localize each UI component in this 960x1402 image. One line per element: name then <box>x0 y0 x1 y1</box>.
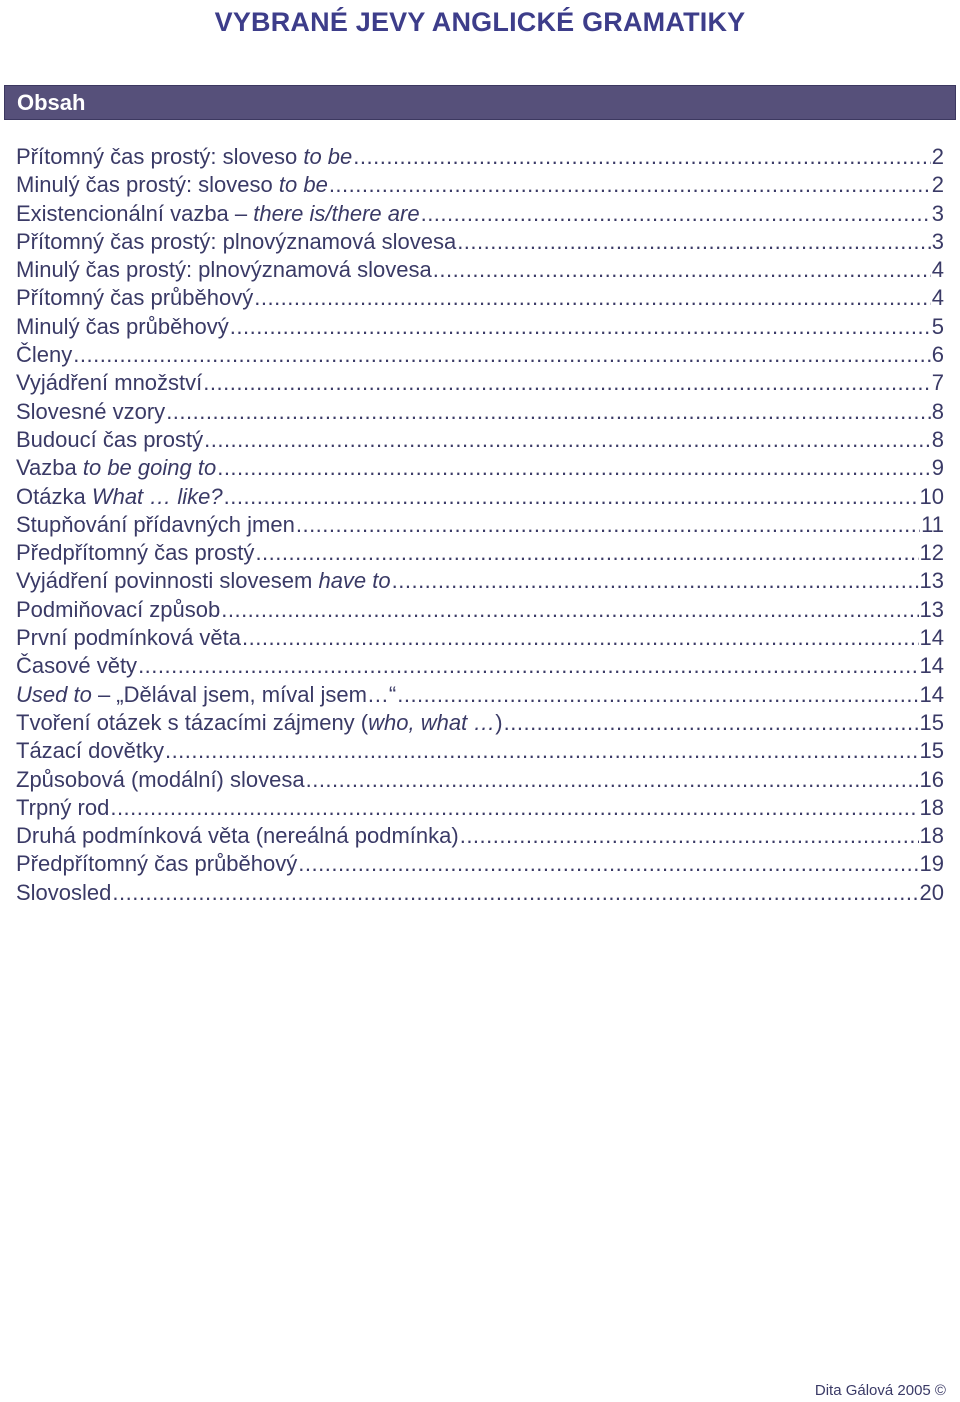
toc-entry[interactable] <box>16 879 944 907</box>
toc-entry[interactable] <box>16 709 944 737</box>
toc-page-number: 14 <box>919 681 944 707</box>
toc-entry-title-text: Přítomný čas prostý: plnovýznamová slovesa <box>16 228 457 254</box>
toc-page-number: 4 <box>931 285 944 311</box>
toc-entry-title <box>16 850 297 878</box>
toc-entry[interactable] <box>16 822 944 850</box>
toc-entry[interactable] <box>16 539 944 567</box>
toc-entry[interactable] <box>16 624 944 652</box>
toc-entry-title-text: – „Dělával jsem, míval jsem…“ <box>91 681 397 707</box>
toc-entry-title <box>16 341 72 369</box>
toc-entry-title <box>16 596 220 624</box>
toc-dot-leader <box>254 284 931 312</box>
toc-entry-title-italic: who, what … <box>368 709 496 735</box>
toc-entry-title <box>16 879 111 907</box>
toc-entry-title-text: Tázací dovětky <box>16 738 164 764</box>
toc-entry-title-text: Přítomný čas průběhový <box>16 285 254 311</box>
toc-entry-title <box>16 313 229 341</box>
toc-entry-title-text: Minulý čas prostý: plnovýznamová slovesa <box>16 257 432 283</box>
toc-entry-title <box>16 398 165 426</box>
toc-entry[interactable] <box>16 284 944 312</box>
toc-entry-title-text: Otázka <box>16 483 92 509</box>
toc-dot-leader <box>353 143 930 171</box>
toc-entry-title-text: Vazba <box>16 455 83 481</box>
toc-page-number: 14 <box>919 653 944 679</box>
toc-entry-title-italic: to be <box>303 144 353 169</box>
toc-entry-title-text: Předpřítomný čas prostý <box>16 540 255 566</box>
toc-entry[interactable] <box>16 171 944 199</box>
toc-entry-title-italic: Used to <box>16 681 92 707</box>
contents-header-label: Obsah <box>17 90 86 115</box>
toc-entry-title <box>16 822 459 850</box>
toc-entry-title <box>16 567 391 595</box>
toc-entry-title-italic: to be going to <box>82 455 217 481</box>
toc-entry-title-text: Přítomný čas prostý: sloveso <box>16 144 304 169</box>
toc-dot-leader <box>296 511 920 539</box>
toc-dot-leader <box>306 766 919 794</box>
toc-dot-leader <box>329 171 931 199</box>
toc-page-number: 11 <box>921 511 944 537</box>
toc-entry[interactable] <box>16 426 944 454</box>
toc-entry-title-italic: have to <box>318 568 391 594</box>
toc-entry-title <box>16 284 253 312</box>
toc-dot-leader <box>433 256 931 284</box>
toc-page-number: 8 <box>931 398 944 424</box>
toc-entry-title-italic: to be <box>278 172 328 198</box>
toc-entry[interactable] <box>16 766 944 794</box>
toc-entry-title <box>16 171 328 199</box>
toc-entry-title <box>16 766 305 794</box>
toc-page-number: 10 <box>919 483 944 509</box>
toc-page-number: 20 <box>919 879 944 905</box>
toc-entry-title <box>16 483 223 511</box>
toc-dot-leader <box>138 652 918 680</box>
toc-dot-leader <box>112 879 918 907</box>
toc-dot-leader <box>165 737 919 765</box>
toc-entry-title <box>16 228 456 256</box>
toc-page-number: 12 <box>919 540 944 566</box>
toc-entry-title <box>16 426 203 454</box>
toc-entry[interactable] <box>16 143 944 171</box>
toc-dot-leader <box>73 341 931 369</box>
toc-entry-title <box>16 511 295 539</box>
toc-entry-title-text: Minulý čas průběhový <box>16 313 229 339</box>
toc-entry-title-text: Stupňování přídavných jmen <box>16 511 295 537</box>
toc-page-number: 4 <box>931 257 944 283</box>
toc-dot-leader <box>421 200 931 228</box>
toc-page-number: 13 <box>919 568 944 594</box>
toc-entry-title-text: Způsobová (modální) slovesa <box>16 766 305 792</box>
toc-page-number: 18 <box>919 823 944 849</box>
toc-entry[interactable] <box>16 398 944 426</box>
toc-entry-title-italic: there is/there are <box>253 200 420 226</box>
toc-page-number: 6 <box>931 342 944 368</box>
toc-page-number: 16 <box>919 766 944 792</box>
toc-page-number: 7 <box>931 370 944 396</box>
toc-page-number: 8 <box>931 426 944 452</box>
toc-dot-leader <box>392 567 919 595</box>
toc-entry-title <box>16 143 352 171</box>
toc-page-number: 9 <box>931 455 944 481</box>
toc-entry[interactable] <box>16 794 944 822</box>
toc-entry[interactable] <box>16 737 944 765</box>
toc-entry-title <box>16 454 216 482</box>
toc-page-number: 5 <box>931 313 944 339</box>
toc-entry-title-text: Tvoření otázek s tázacími zájmeny ( <box>16 709 369 735</box>
toc-page-number: 19 <box>919 851 944 877</box>
toc-entry[interactable] <box>16 313 944 341</box>
toc-entry-title <box>16 369 202 397</box>
toc-entry-title-text: První podmínková věta <box>16 625 242 651</box>
toc-entry[interactable] <box>16 850 944 878</box>
toc-page-number: 15 <box>919 709 944 735</box>
toc-entry-title-text: Předpřítomný čas průběhový <box>16 851 298 877</box>
toc-entry-title-text: Budoucí čas prostý <box>16 426 204 452</box>
toc-entry[interactable] <box>16 596 944 624</box>
toc-dot-leader <box>203 369 930 397</box>
toc-entry-title-text: Členy <box>16 342 73 368</box>
toc-dot-leader <box>230 313 931 341</box>
toc-entry-title <box>16 200 420 228</box>
toc-page-number: 14 <box>919 625 944 651</box>
toc-dot-leader <box>397 681 918 709</box>
toc-entry[interactable] <box>16 567 944 595</box>
toc-entry[interactable] <box>16 652 944 680</box>
toc-entry-title <box>16 681 396 709</box>
toc-page-number: 3 <box>931 200 944 226</box>
toc-entry-title <box>16 652 137 680</box>
toc-entry[interactable] <box>16 256 944 284</box>
toc-entry-title-text: Slovosled <box>16 879 112 905</box>
document-title: VYBRANÉ JEVY ANGLICKÉ GRAMATIKY <box>214 7 746 37</box>
contents-header <box>4 85 956 120</box>
toc-entry-title <box>16 709 503 737</box>
toc-dot-leader <box>242 624 919 652</box>
toc-page-number: 15 <box>919 738 944 764</box>
toc-dot-leader <box>204 426 931 454</box>
toc-entry-title <box>16 737 164 765</box>
toc-page-number: 3 <box>931 228 944 254</box>
toc-entry-title-text: Druhá podmínková věta (nereálná podmínka) <box>16 823 459 849</box>
toc-dot-leader <box>221 596 918 624</box>
toc-page-number: 2 <box>931 144 944 169</box>
toc-entry[interactable] <box>16 200 944 228</box>
toc-entry-title-text: Časové věty <box>16 653 138 679</box>
toc-entry-title <box>16 256 432 284</box>
toc-entry-title-text: ) <box>495 709 503 735</box>
toc-dot-leader <box>457 228 931 256</box>
toc-entry[interactable] <box>16 454 944 482</box>
toc-dot-leader <box>298 850 918 878</box>
toc-dot-leader <box>110 794 918 822</box>
toc-dot-leader <box>460 822 919 850</box>
toc-entry-title-text: Minulý čas prostý: sloveso <box>16 172 279 198</box>
toc-entry-title-text: Vyjádření množství <box>16 370 203 396</box>
toc-entry-title-text: Trpný rod <box>16 794 110 820</box>
toc-page-number: 2 <box>931 172 944 198</box>
toc-dot-leader <box>255 539 918 567</box>
toc-entry-title-italic: What … like? <box>91 483 223 509</box>
toc-dot-leader <box>504 709 919 737</box>
toc-page-number: 13 <box>919 596 944 622</box>
table-of-contents <box>16 143 944 907</box>
toc-entry[interactable] <box>16 228 944 256</box>
toc-entry-title <box>16 794 109 822</box>
toc-entry-title-text: Existencionální vazba – <box>16 200 254 226</box>
toc-entry-title-text: Vyjádření povinnosti slovesem <box>16 568 319 594</box>
toc-entry[interactable] <box>16 681 944 709</box>
footer-copyright: Dita Gálová 2005 © <box>814 1382 946 1399</box>
toc-entry-title-text: Slovesné vzory <box>16 398 166 424</box>
toc-entry[interactable] <box>16 369 944 397</box>
toc-dot-leader <box>217 454 931 482</box>
toc-entry[interactable] <box>16 483 944 511</box>
toc-dot-leader <box>224 483 919 511</box>
toc-entry-title <box>16 539 254 567</box>
toc-entry-title-text: Podmiňovací způsob <box>16 596 221 622</box>
toc-entry[interactable] <box>16 511 944 539</box>
toc-entry[interactable] <box>16 341 944 369</box>
toc-dot-leader <box>166 398 931 426</box>
toc-entry-title <box>16 624 241 652</box>
toc-page-number: 18 <box>919 794 944 820</box>
